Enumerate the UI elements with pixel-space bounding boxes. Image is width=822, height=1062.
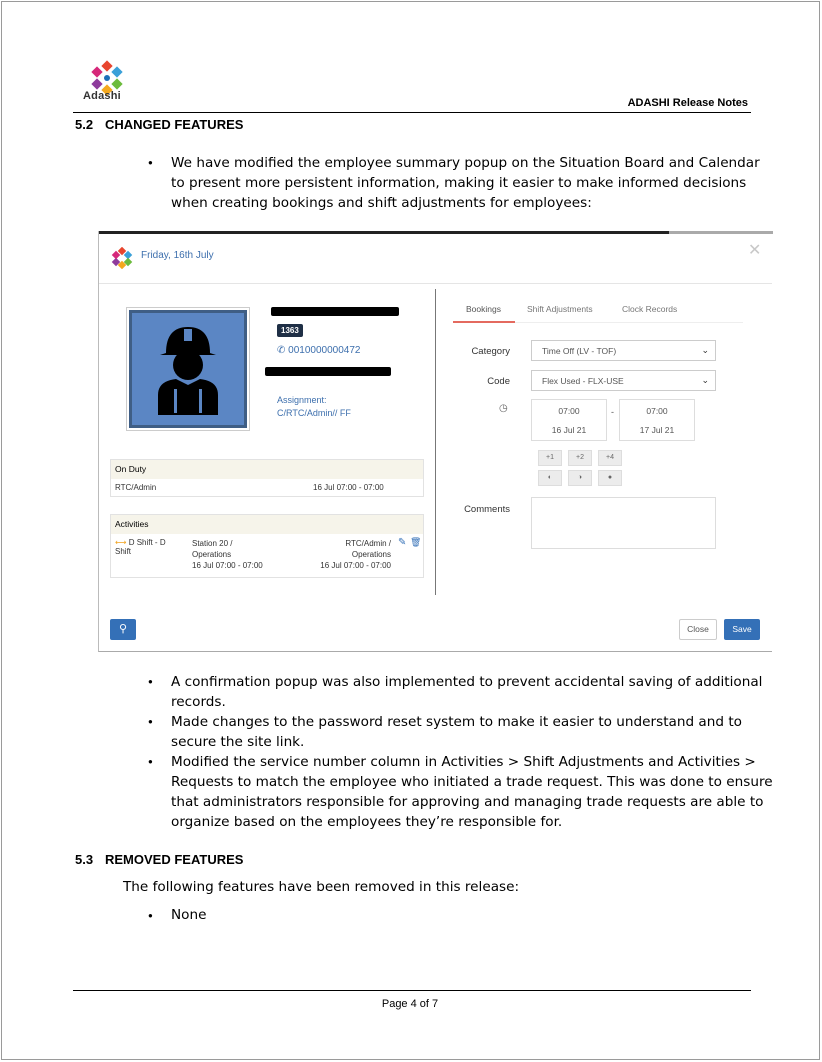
edit-pencil-icon[interactable]: ✎ <box>398 537 407 548</box>
tab-clock-records[interactable]: Clock Records <box>622 304 678 314</box>
activities-header: Activities <box>111 515 423 534</box>
plus-4-button[interactable]: +4 <box>598 450 622 466</box>
quarter-circle-icon: ◐ <box>547 474 553 481</box>
shift-name-line-2: Shift <box>115 547 132 556</box>
comments-label: Comments <box>464 504 510 515</box>
start-time-picker[interactable] <box>531 399 607 441</box>
bullet-icon <box>148 713 153 727</box>
on-duty-location: RTC/Admin <box>115 483 157 492</box>
comments-textarea[interactable] <box>531 497 716 549</box>
text-line: Requests to match the employee who initiated a trade request. This was done to ensure <box>171 774 773 790</box>
redacted-name <box>271 307 399 316</box>
text-line: records. <box>171 694 226 710</box>
section-number: 5.3 <box>75 852 94 867</box>
column-divider <box>435 289 436 595</box>
end-time-picker[interactable] <box>619 399 695 441</box>
start-time: 07:00 <box>558 406 580 416</box>
chevron-down-icon: ⌄ <box>701 345 709 355</box>
employee-avatar <box>129 310 247 428</box>
shift-name-line-1: D Shift - D <box>128 538 166 547</box>
text-line: to present more persistent information, making it easier to make informed decisions <box>171 175 747 191</box>
category-select[interactable] <box>531 340 716 361</box>
delete-trash-icon[interactable]: 🗑 <box>410 537 422 547</box>
half-day-button[interactable] <box>568 470 592 486</box>
plus-2-button[interactable]: +2 <box>568 450 592 466</box>
text-line: when creating bookings and shift adjustments for employees: <box>171 195 592 211</box>
end-date: 17 Jul 21 <box>639 425 675 435</box>
section-title: REMOVED FEATURES <box>105 852 244 867</box>
header-rule <box>73 112 751 113</box>
modal-top-border <box>99 231 669 234</box>
modal-title: Friday, 16th July <box>141 250 214 261</box>
text-line: We have modified the employee summary popup on the Situation Board and Calendar <box>171 155 760 171</box>
phone-number: 0010000000472 <box>288 345 361 356</box>
activity-from <box>192 538 263 571</box>
removed-bullet: None <box>171 907 207 923</box>
to-line-2: Operations <box>351 550 391 559</box>
clock-icon: ◷ <box>499 403 508 414</box>
activity-shift <box>115 538 166 556</box>
code-value: Flex Used - FLX-USE <box>542 376 624 386</box>
search-icon: ⚲ <box>118 623 128 635</box>
bullet-paragraph-3 <box>171 712 742 752</box>
code-select[interactable] <box>531 370 716 391</box>
modal-header-divider <box>99 283 772 284</box>
half-circle-icon: ◑ <box>577 474 583 481</box>
to-line-1: RTC/Admin / <box>345 539 391 548</box>
from-line-2: Operations <box>192 550 232 559</box>
assignment-label: Assignment: <box>277 395 327 405</box>
start-date: 16 Jul 21 <box>551 425 587 435</box>
logo-text: Adashi <box>83 90 121 102</box>
on-duty-row <box>111 479 423 496</box>
adashi-mini-logo-icon <box>111 247 133 269</box>
bullet-icon <box>148 154 153 168</box>
phone-icon: ✆ <box>277 345 286 356</box>
tab-shift-adjustments[interactable]: Shift Adjustments <box>527 304 593 314</box>
end-time: 07:00 <box>646 406 668 416</box>
bullet-paragraph-1 <box>171 153 760 213</box>
activity-row <box>111 534 423 576</box>
page-number: Page 4 of 7 <box>381 998 439 1010</box>
firefighter-icon <box>132 313 244 425</box>
redacted-email <box>265 367 391 376</box>
code-label: Code <box>487 376 510 387</box>
bullet-icon <box>148 753 153 767</box>
category-label: Category <box>471 346 510 357</box>
modal-top-border-end <box>669 231 773 234</box>
bullet-paragraph-4 <box>171 752 773 832</box>
category-value: Time Off (LV - TOF) <box>542 346 617 356</box>
section-heading-removed <box>75 852 243 867</box>
text-line: organize based on the employees they’re responsible for. <box>171 814 563 830</box>
chevron-down-icon: ⌄ <box>701 375 709 385</box>
section-title: CHANGED FEATURES <box>105 117 244 132</box>
text-line: A confirmation popup was also implemented to prevent accidental saving of additional <box>171 674 763 690</box>
text-line: secure the site link. <box>171 734 305 750</box>
close-button[interactable]: Close <box>679 619 717 640</box>
on-duty-time: 16 Jul 07:00 - 07:00 <box>313 483 384 492</box>
plus-1-button[interactable]: +1 <box>538 450 562 466</box>
section-heading-changed <box>75 117 243 132</box>
tab-bookings[interactable]: Bookings <box>466 304 501 314</box>
employee-summary-popup-screenshot <box>98 231 772 652</box>
search-button[interactable] <box>110 619 136 640</box>
modal-close-icon[interactable]: ✕ <box>748 242 762 259</box>
assignment-value: C/RTC/Admin// FF <box>277 408 351 418</box>
header-title: ADASHI Release Notes <box>627 97 748 109</box>
section-number: 5.2 <box>75 117 94 132</box>
employee-number-badge: 1363 <box>277 324 303 337</box>
activity-to <box>313 538 391 571</box>
removed-intro: The following features have been removed in this release: <box>123 879 520 895</box>
time-range-separator: - <box>611 407 614 417</box>
from-line-1: Station 20 / <box>192 539 233 548</box>
text-line: that administrators responsible for approving and managing trade requests are able to <box>171 794 764 810</box>
text-line: Made changes to the password reset system to make it easier to understand and to <box>171 714 742 730</box>
quarter-day-button[interactable] <box>538 470 562 486</box>
text-line: Modified the service number column in Activities > Shift Adjustments and Activities > <box>171 754 756 770</box>
on-duty-header: On Duty <box>111 460 423 479</box>
from-time: 16 Jul 07:00 - 07:00 <box>192 561 263 570</box>
footer-rule <box>73 990 751 991</box>
bullet-icon <box>148 907 153 921</box>
phone-link[interactable] <box>277 345 360 356</box>
on-duty-panel <box>110 459 424 497</box>
to-time: 16 Jul 07:00 - 07:00 <box>320 561 391 570</box>
bullet-paragraph-2 <box>171 672 762 712</box>
full-circle-icon: ● <box>607 474 613 481</box>
shift-swap-icon: ⟷ <box>115 538 127 547</box>
save-button[interactable]: Save <box>724 619 760 640</box>
activities-panel <box>110 514 424 578</box>
bullet-icon <box>148 673 153 687</box>
full-day-button[interactable] <box>598 470 622 486</box>
active-tab-indicator <box>453 321 515 323</box>
